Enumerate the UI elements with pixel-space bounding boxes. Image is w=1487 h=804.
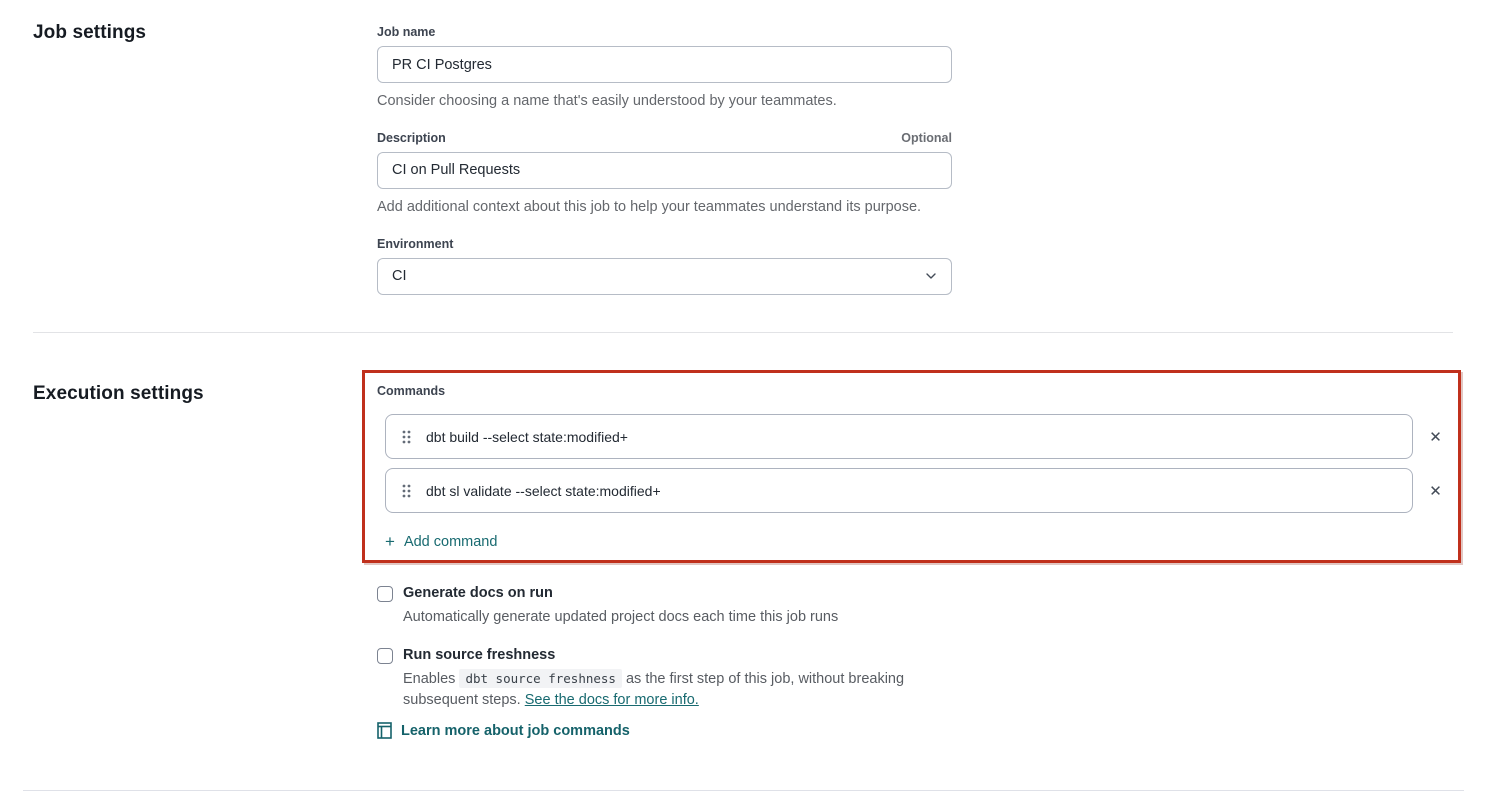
optional-badge: Optional — [901, 130, 952, 145]
job-settings-form — [377, 25, 952, 295]
drag-handle-icon[interactable] — [386, 484, 426, 498]
remove-command-button[interactable] — [1413, 414, 1458, 459]
description-helper: Add additional context about this job to help your teammates understand its purpose. — [377, 198, 922, 215]
drag-handle-icon[interactable] — [386, 430, 426, 444]
execution-settings-heading: Execution settings — [33, 383, 204, 404]
environment-select[interactable] — [377, 258, 952, 295]
command-row — [385, 468, 1458, 513]
generate-docs-row — [377, 585, 952, 628]
commands-highlight-box — [362, 370, 1461, 563]
generate-docs-description: Automatically generate updated project docs each time this job runs — [403, 609, 839, 626]
freshness-desc-suffix: as the first step of this job, without breaking subsequent steps. — [403, 671, 905, 708]
job-name-helper: Consider choosing a name that's easily understood by your teammates. — [377, 93, 837, 109]
close-icon: ✕ — [1429, 427, 1442, 446]
command-input[interactable] — [385, 468, 1413, 513]
command-input[interactable] — [385, 414, 1413, 459]
run-source-freshness-label: Run source freshness — [403, 646, 556, 663]
environment-selected-value: CI — [392, 268, 407, 285]
generate-docs-label: Generate docs on run — [403, 585, 553, 601]
job-name-input[interactable] — [377, 46, 952, 83]
chevron-down-icon — [925, 272, 937, 280]
environment-label: Environment — [377, 236, 454, 251]
learn-more-label: Learn more about job commands — [401, 722, 630, 739]
book-icon — [377, 722, 392, 739]
add-command-button[interactable] — [385, 533, 497, 550]
learn-more-link[interactable] — [377, 722, 630, 739]
execution-options — [377, 585, 952, 711]
commands-label: Commands — [377, 384, 446, 398]
section-divider — [33, 332, 1453, 333]
run-source-freshness-description — [403, 669, 948, 710]
job-name-label: Job name — [377, 25, 436, 39]
command-text: dbt sl validate --select state:modified+ — [426, 482, 661, 499]
run-source-freshness-checkbox[interactable] — [377, 648, 393, 664]
close-icon: ✕ — [1429, 481, 1442, 500]
add-command-label: Add command — [403, 533, 498, 550]
description-input[interactable] — [377, 152, 952, 189]
remove-command-button[interactable] — [1413, 468, 1458, 513]
description-label: Description — [377, 130, 446, 145]
inline-code: dbt source freshness — [459, 669, 622, 688]
command-row — [385, 414, 1458, 459]
generate-docs-checkbox[interactable] — [377, 586, 393, 602]
bottom-divider — [23, 790, 1464, 791]
freshness-desc-prefix: Enables — [403, 671, 460, 688]
plus-icon: + — [385, 532, 395, 551]
job-settings-heading: Job settings — [33, 22, 147, 43]
see-docs-link[interactable]: See the docs for more info. — [524, 691, 699, 708]
command-text: dbt build --select state:modified+ — [426, 428, 628, 445]
run-source-freshness-row — [377, 647, 952, 711]
